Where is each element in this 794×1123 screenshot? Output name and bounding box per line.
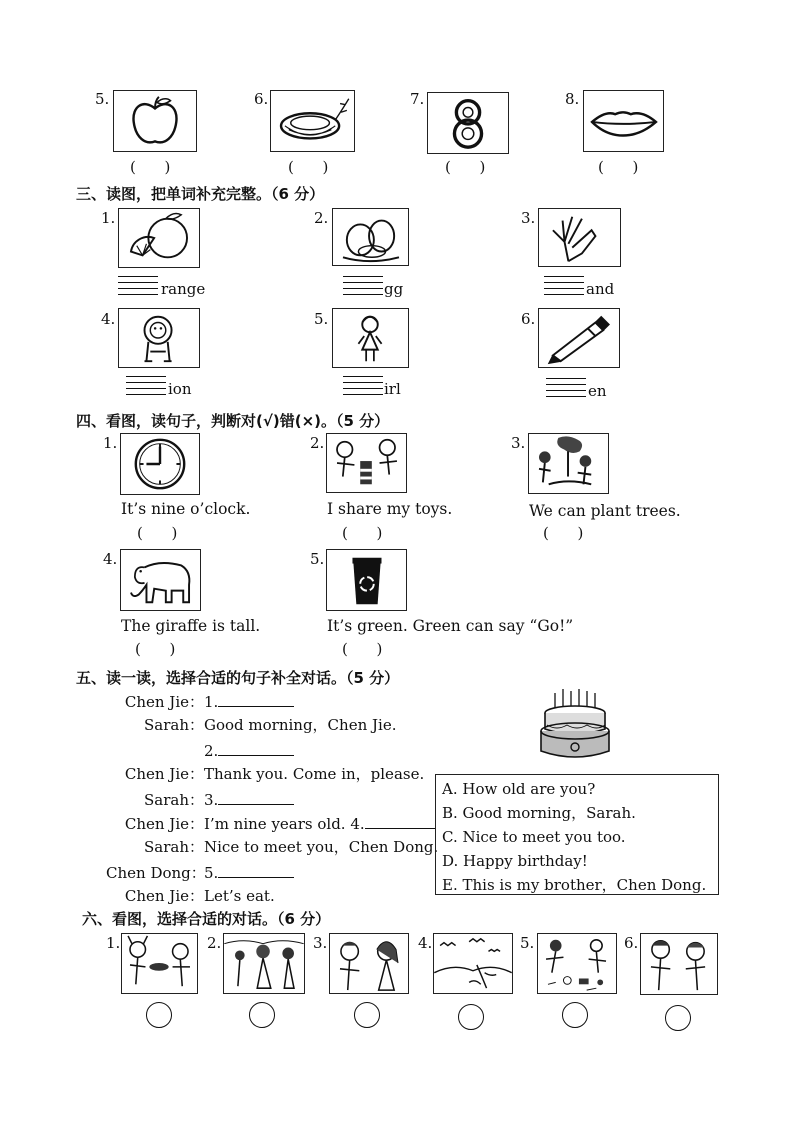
girl-icon xyxy=(333,309,408,367)
answer-circle[interactable] xyxy=(146,1002,172,1028)
sentence: I share my toys. xyxy=(327,500,453,518)
blank-lines[interactable] xyxy=(343,376,383,396)
elephant-icon xyxy=(121,550,200,610)
item-number: 4. xyxy=(103,550,118,568)
option-e: E. This is my brother，Chen Dong. xyxy=(442,876,707,894)
item-number: 3. xyxy=(313,934,328,952)
orange-icon xyxy=(119,209,199,267)
scene-picture-1 xyxy=(121,933,198,994)
sentence: The giraffe is tall. xyxy=(121,617,261,635)
item-number: 1. xyxy=(106,934,121,952)
answer-parentheses[interactable]: ( ) xyxy=(130,158,171,176)
hand-icon xyxy=(539,209,620,266)
item-number: 7. xyxy=(410,90,425,108)
answer-blank[interactable] xyxy=(365,812,435,829)
birds-landscape-icon xyxy=(434,934,512,993)
blank-number: 1. xyxy=(204,693,219,711)
answer-parentheses[interactable]: ( ) xyxy=(342,524,383,542)
dialogue-line xyxy=(120,812,435,834)
blank-number: 3. xyxy=(204,791,219,809)
orange-picture xyxy=(118,208,200,268)
speaker: Chen Jie： xyxy=(124,887,204,905)
clock-picture xyxy=(120,433,200,495)
answer-blank[interactable] xyxy=(218,788,294,805)
option-b: B. Good morning，Sarah. xyxy=(442,804,636,822)
speaker: Sarah： xyxy=(144,791,204,809)
item-number: 5. xyxy=(95,90,110,108)
sentence: It’s green. Green can say “Go!” xyxy=(327,617,574,635)
hand-picture xyxy=(538,208,621,267)
speaker: Chen Jie： xyxy=(124,815,204,833)
speaker: Chen Dong： xyxy=(106,864,206,882)
dialogue-text: I’m nine years old. xyxy=(204,815,346,833)
item-number: 2. xyxy=(310,434,325,452)
sentence: It’s nine o’clock. xyxy=(121,500,251,518)
eggs-picture xyxy=(332,208,409,266)
scene-picture-2 xyxy=(223,933,305,994)
answer-blank[interactable] xyxy=(218,861,294,878)
word-suffix: gg xyxy=(384,280,404,298)
scene-picture-5 xyxy=(537,933,617,994)
section-heading: 六、看图，选择合适的对话。（6 分） xyxy=(82,910,331,928)
word-suffix: range xyxy=(161,280,206,298)
boys-talking-icon xyxy=(641,934,717,994)
planting-trees-icon xyxy=(529,434,608,493)
lips-icon xyxy=(584,91,663,151)
item-number: 4. xyxy=(418,934,433,952)
answer-circle[interactable] xyxy=(665,1005,691,1031)
lips-picture xyxy=(583,90,664,152)
scene-picture-4 xyxy=(433,933,513,994)
blank-number: 4. xyxy=(350,815,365,833)
lion-picture xyxy=(118,308,200,368)
item-number: 2. xyxy=(207,934,222,952)
answer-blank[interactable] xyxy=(218,690,294,707)
dialogue-line xyxy=(106,861,294,883)
blank-lines[interactable] xyxy=(118,276,158,296)
family-walk-icon xyxy=(224,934,304,993)
item-number: 6. xyxy=(254,90,269,108)
blank-lines[interactable] xyxy=(546,378,586,398)
section-heading: 五、读一读，选择合适的句子补全对话。（5 分） xyxy=(76,669,400,687)
sentence: We can plant trees. xyxy=(529,502,681,520)
option-a: A. How old are you? xyxy=(442,780,596,798)
planting-trees-picture xyxy=(528,433,609,494)
clock-icon xyxy=(121,434,199,494)
section-heading: 三、读图，把单词补充完整。（6 分） xyxy=(76,185,325,203)
dialogue-line xyxy=(120,739,294,760)
answer-parentheses[interactable]: ( ) xyxy=(288,158,329,176)
two-kids-talking-icon xyxy=(330,934,408,993)
answer-parentheses[interactable]: ( ) xyxy=(543,524,584,542)
dialogue-line xyxy=(120,714,396,735)
blank-lines[interactable] xyxy=(343,276,383,296)
item-number: 1. xyxy=(103,434,118,452)
item-number: 3. xyxy=(521,209,536,227)
answer-parentheses[interactable]: ( ) xyxy=(135,640,176,658)
speaker: Chen Jie： xyxy=(124,765,204,783)
dialogue-line xyxy=(120,788,294,810)
dialogue-text: Good morning，Chen Jie. xyxy=(204,716,397,734)
item-number: 6. xyxy=(521,310,536,328)
answer-parentheses[interactable]: ( ) xyxy=(598,158,639,176)
sharing-toys-picture xyxy=(326,433,407,493)
answer-circle[interactable] xyxy=(354,1002,380,1028)
sharing-toys-icon xyxy=(327,434,406,492)
girl-picture xyxy=(332,308,409,368)
recycle-bin-picture xyxy=(326,549,407,611)
item-number: 5. xyxy=(310,550,325,568)
dialogue-text: Let’s eat. xyxy=(204,887,275,905)
pen-picture xyxy=(538,308,620,368)
number-eight-icon xyxy=(428,93,508,153)
section-heading: 四、看图，读句子，判断对(√)错(×)。（5 分） xyxy=(76,412,390,430)
blank-number: 2. xyxy=(204,742,219,760)
pen-icon xyxy=(539,309,619,367)
item-number: 5. xyxy=(314,310,329,328)
word-suffix: and xyxy=(586,280,615,298)
nest-picture xyxy=(270,90,355,152)
birthday-cake-icon xyxy=(537,685,615,765)
apple-picture xyxy=(113,90,197,152)
item-number: 1. xyxy=(101,209,116,227)
item-number: 3. xyxy=(511,434,526,452)
item-number: 4. xyxy=(101,310,116,328)
item-number: 2. xyxy=(314,209,329,227)
word-suffix: irl xyxy=(384,380,401,398)
nest-icon xyxy=(271,91,354,151)
item-number: 6. xyxy=(624,934,639,952)
dialogue-line xyxy=(120,885,275,906)
dialogue-line xyxy=(120,763,424,784)
speaker: Chen Jie： xyxy=(124,693,204,711)
blank-lines[interactable] xyxy=(126,376,166,396)
kids-playing-icon xyxy=(538,934,616,993)
speaker: Sarah： xyxy=(144,838,204,856)
answer-blank[interactable] xyxy=(218,739,294,756)
item-number: 5. xyxy=(520,934,535,952)
dialogue-line xyxy=(120,836,438,857)
blank-lines[interactable] xyxy=(544,276,584,296)
apple-icon xyxy=(114,91,196,151)
option-d: D. Happy birthday! xyxy=(442,852,588,870)
eggs-icon xyxy=(333,209,408,265)
answer-parentheses[interactable]: ( ) xyxy=(445,158,486,176)
lion-icon xyxy=(119,309,199,367)
option-c: C. Nice to meet you too. xyxy=(442,828,626,846)
answer-parentheses[interactable]: ( ) xyxy=(137,524,178,542)
word-suffix: ion xyxy=(168,380,192,398)
answer-circle[interactable] xyxy=(562,1002,588,1028)
word-suffix: en xyxy=(588,382,607,400)
birthday-cake-picture xyxy=(537,685,615,765)
elephant-picture xyxy=(120,549,201,611)
answer-parentheses[interactable]: ( ) xyxy=(342,640,383,658)
recycle-bin-icon xyxy=(327,550,406,610)
blank-number: 5. xyxy=(204,864,219,882)
scene-picture-6 xyxy=(640,933,718,995)
dialogue-line xyxy=(120,690,294,712)
dialogue-text: Thank you. Come in，please. xyxy=(204,765,425,783)
answer-circle[interactable] xyxy=(458,1004,484,1030)
options-box xyxy=(435,774,719,895)
number-eight-picture xyxy=(427,92,509,154)
item-number: 8. xyxy=(565,90,580,108)
scene-picture-3 xyxy=(329,933,409,994)
answer-circle[interactable] xyxy=(249,1002,275,1028)
animals-eating-icon xyxy=(122,934,197,993)
speaker: Sarah： xyxy=(144,716,204,734)
dialogue-text: Nice to meet you，Chen Dong. xyxy=(204,838,439,856)
